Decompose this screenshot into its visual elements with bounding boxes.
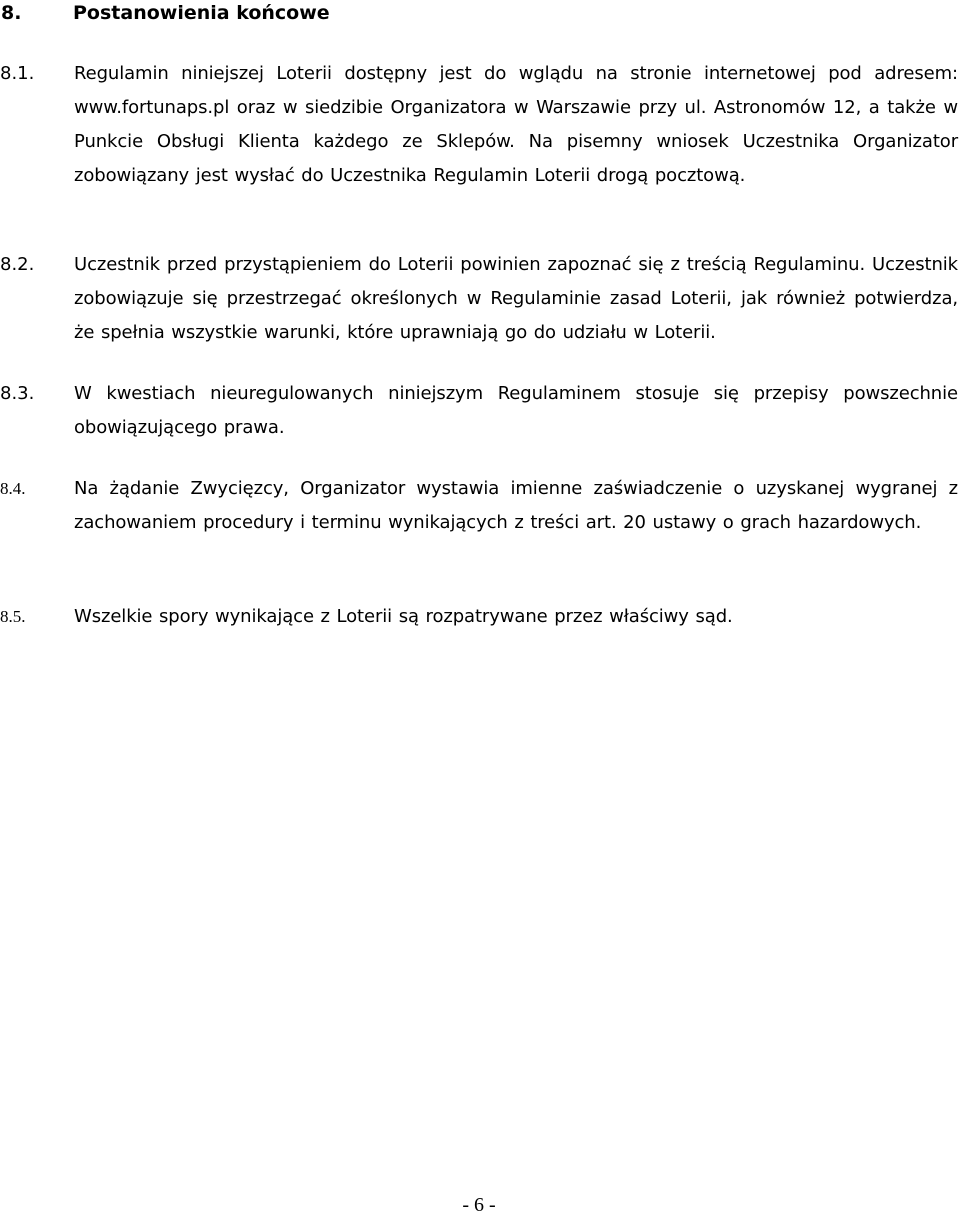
paragraph-number: 8.5. (0, 607, 26, 626)
paragraph-text: Regulamin niniejszej Loterii dostępny jest do wglądu na stronie internetowej pod adresem: www.fortunaps.pl oraz w siedzibie Organizatora w Warszawie przy ul. Astronomów 12, a także w Punkcie Obsługi Klienta każdego ze Sklepów. Na pisemny wniosek Uczestnika Organizator zobowiązany jest wysłać do Uczestnika Regulamin Loterii drogą pocztową. (74, 63, 958, 186)
paragraph-number: 8.2. (0, 254, 35, 275)
page-footer (0, 1192, 960, 1218)
paragraph-number: 8.3. (0, 383, 35, 404)
paragraph-number: 8.1. (0, 63, 35, 84)
heading-number: 8. (1, 2, 22, 24)
paragraph-text: Wszelkie spory wynikające z Loterii są rozpatrywane przez właściwy sąd. (74, 606, 733, 627)
paragraph-text: W kwestiach nieuregulowanych niniejszym Regulaminem stosuje się przepisy powszechnie obowiązującego prawa. (74, 383, 958, 438)
page-number: - 6 - (462, 1194, 496, 1216)
paragraph-text: Na żądanie Zwycięzcy, Organizator wystawia imienne zaświadczenie o uzyskanej wygranej z zachowaniem procedury i terminu wynikających z treści art. 20 ustawy o grach hazardowych. (74, 478, 958, 533)
paragraph-text: Uczestnik przed przystąpieniem do Loterii powinien zapoznać się z treścią Regulaminu. Uczestnik zobowiązuje się przestrzegać określonych w Regulaminie zasad Loterii, jak również potwierdza, że spełnia wszystkie warunki, które uprawniają go do udziału w Loterii. (74, 254, 958, 343)
section-heading (0, 0, 960, 32)
heading-title: Postanowienia końcowe (73, 2, 330, 24)
paragraph-number: 8.4. (0, 479, 26, 498)
